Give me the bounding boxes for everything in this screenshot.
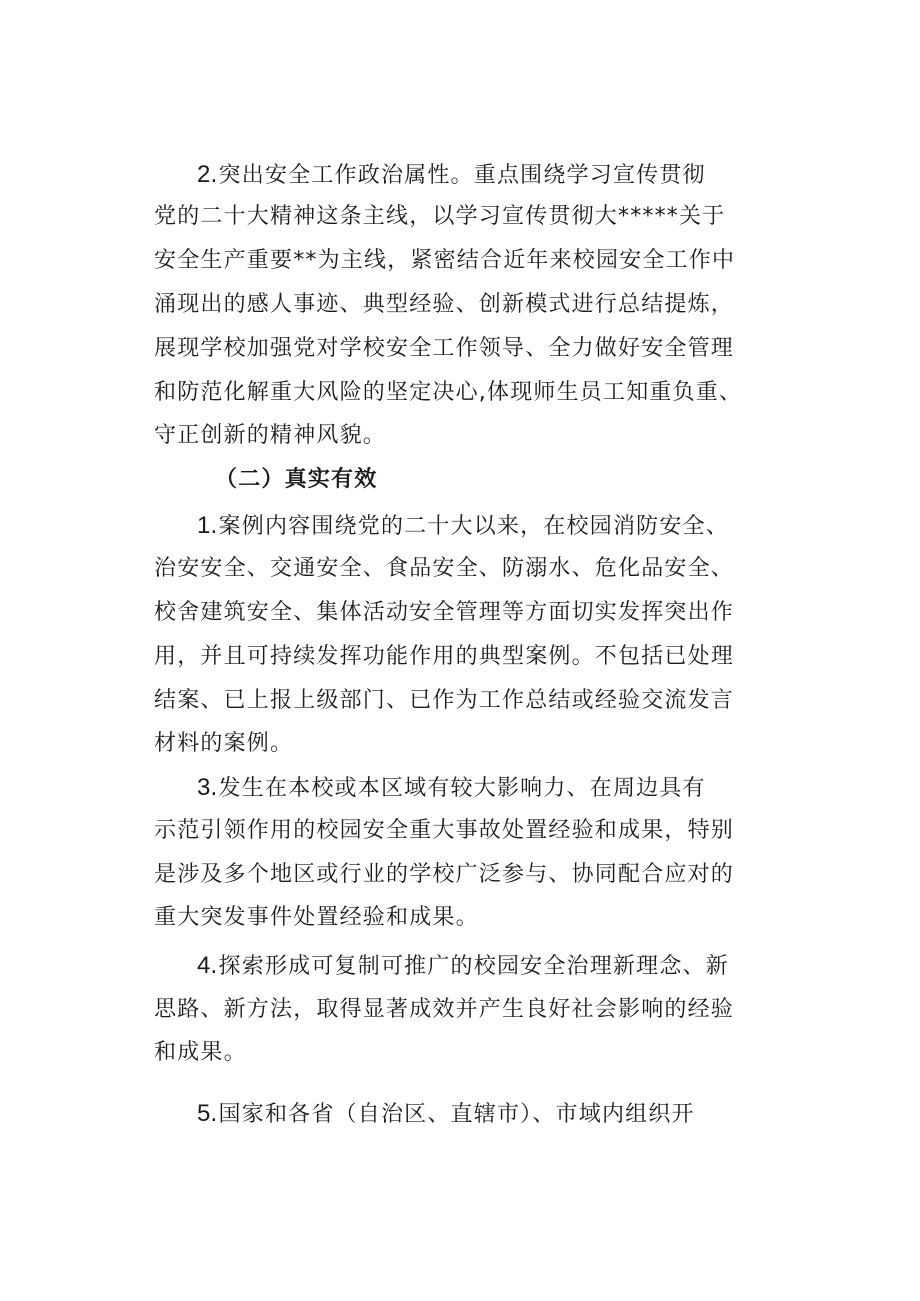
para-2-line-7: 守正创新的精神风貌。	[154, 423, 387, 448]
para-2-line-2: 党的二十大精神这条主线，以学习宣传贯彻大*****关于	[154, 204, 726, 229]
item-3-line-1: 3.发生在本校或本区域有较大影响力、在周边具有	[197, 774, 706, 801]
item-5-line-1: 5.国家和各省（自治区、直辖市）、市域内组织开	[197, 1100, 695, 1127]
section-heading: （二）真实有效	[215, 467, 378, 492]
para-2-line-3: 安全生产重要**为主线，紧密结合近年来校园安全工作中	[154, 248, 736, 273]
para-2-line-6: 和防范化解重大风险的坚定决心,体现师生员工知重负重、	[154, 380, 743, 405]
item-4-line-2: 思路、新方法，取得显著成效并产生良好社会影响的经验	[154, 997, 735, 1022]
item-3-line-3: 是涉及多个地区或行业的学校广泛参与、协同配合应对的	[154, 862, 735, 887]
item-3-line-2: 示范引领作用的校园安全重大事故处置经验和成果，特别	[154, 818, 735, 843]
item-1-line-2: 治安安全、交通安全、食品安全、防溺水、危化品安全、	[154, 556, 735, 581]
para-2-line-1: 2.突出安全工作政治属性。重点围绕学习宣传贯彻	[197, 161, 706, 188]
para-2-line-5: 展现学校加强党对学校安全工作领导、全力做好安全管理	[154, 336, 735, 361]
item-1-line-3: 校舍建筑安全、集体活动安全管理等方面切实发挥突出作	[154, 600, 735, 625]
item-1-number: 1	[197, 512, 211, 539]
item-1-line-6: 材料的案例。	[154, 731, 294, 756]
item-4-line-1: 4.探索形成可复制可推广的校园安全治理新理念、新	[197, 952, 729, 979]
item-1-line-4: 用，并且可持续发挥功能作用的典型案例。不包括已处理	[154, 644, 735, 669]
item-3-number: 3	[197, 774, 211, 801]
para-2-number: 2	[197, 161, 211, 188]
item-4-line-3: 和成果。	[154, 1040, 247, 1065]
item-1-line-5: 结案、已上报上级部门、已作为工作总结或经验交流发言	[154, 688, 735, 713]
item-3-line-4: 重大突发事件处置经验和成果。	[154, 905, 479, 930]
item-5-number: 5	[197, 1100, 211, 1127]
item-4-number: 4	[197, 952, 211, 979]
para-2-line-4: 涌现出的感人事迹、典型经验、创新模式进行总结提炼，	[154, 292, 735, 317]
item-1-line-1: 1.案例内容围绕党的二十大以来，在校园消防安全、	[197, 512, 729, 539]
